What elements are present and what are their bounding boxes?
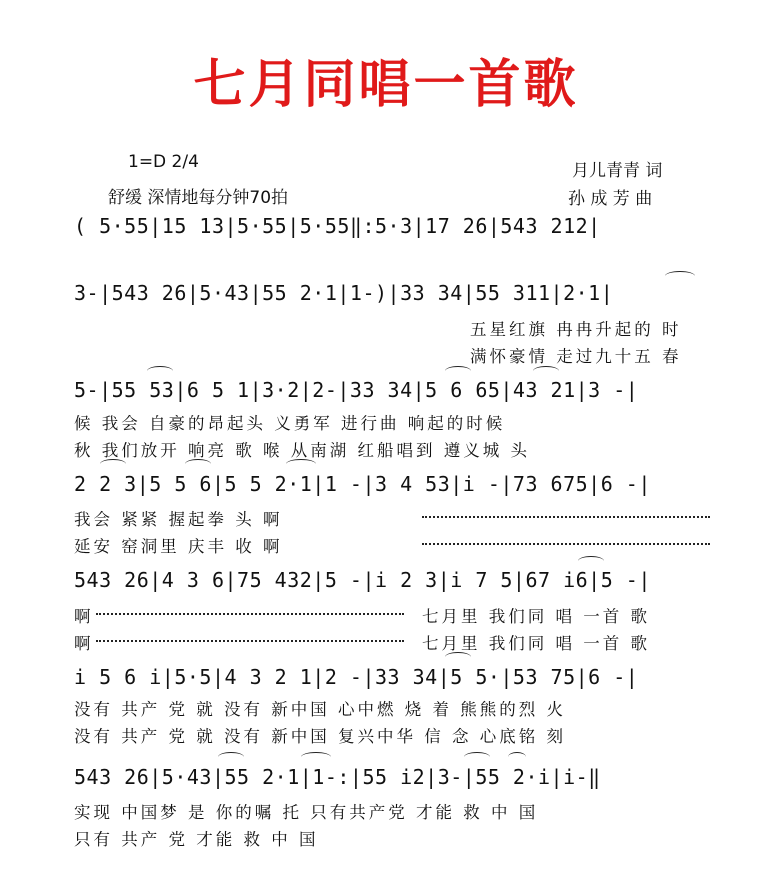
tie-mark (286, 459, 316, 469)
notation-row: 3-|543 26|5·43|55 2·1|1-)|33 34|55 311|2·1| (74, 281, 614, 305)
tie-mark (533, 366, 559, 376)
lyric-line: 啊 (74, 607, 94, 626)
tie-mark (665, 271, 695, 281)
lyric-line: 没有 共产 党 就 没有 新中国 心中燃 烧 着 熊熊的烈 火 (74, 700, 566, 719)
lyric-line: 满怀豪情 走过九十五 春 (470, 347, 682, 366)
song-title: 七月同唱一首歌 (193, 55, 579, 115)
fermata-mark (508, 752, 526, 762)
tie-mark (100, 459, 126, 469)
tie-mark (218, 752, 244, 762)
tie-mark (147, 366, 173, 376)
lyric-extension-line (96, 613, 404, 615)
lyric-line: 秋 我们放开 响亮 歌 喉 从南湖 红船唱到 遵义城 头 (74, 441, 530, 460)
notation-row: 5-|55 53|6 5 1|3·2|2-|33 34|5 6 65|43 21|3 -| (74, 378, 639, 402)
notation-row: ( 5·55|15 13|5·55|5·55‖:5·3|17 26|543 212| (74, 214, 601, 238)
lyric-line: 只有 共产 党 才能 救 中 国 (74, 830, 319, 849)
lyric-line: 候 我会 自豪的昂起头 义勇军 进行曲 响起的时候 (74, 414, 506, 433)
lyric-line: 实现 中国梦 是 你的嘱 托 只有共产党 才能 救 中 国 (74, 803, 539, 822)
lyric-line: 延安 窑洞里 庆丰 收 啊 (74, 537, 283, 556)
key-signature: 1=D 2/4 (128, 152, 199, 172)
tempo-marking: 舒缓 深情地每分钟70拍 (108, 188, 289, 208)
tie-mark (301, 752, 331, 762)
tie-mark (185, 459, 211, 469)
lyric-line: 啊 (74, 634, 94, 653)
lyric-line: 七月里 我们同 唱 一首 歌 (422, 634, 650, 653)
lyric-line: 没有 共产 党 就 没有 新中国 复兴中华 信 念 心底铭 刻 (74, 727, 566, 746)
lyricist-credit: 月儿青青 词 (572, 161, 663, 181)
notation-row: 543 26|4 3 6|75 432|5 -|i 2 3|i 7 5|67 i6|5 -| (74, 568, 651, 592)
tie-mark (578, 556, 604, 566)
notation-row: i 5 6 i|5·5|4 3 2 1|2 -|33 34|5 5·|53 75|6 -| (74, 665, 639, 689)
lyric-line: 七月里 我们同 唱 一首 歌 (422, 607, 650, 626)
lyric-extension-line (96, 640, 404, 642)
tie-mark (445, 652, 471, 662)
lyric-line: 我会 紧紧 握起拳 头 啊 (74, 510, 283, 529)
notation-row: 2 2 3|5 5 6|5 5 2·1|1 -|3 4 53|i -|73 675|6 -| (74, 472, 651, 496)
notation-row: 543 26|5·43|55 2·1|1-:|55 i2|3-|55 2·i|i-‖ (74, 765, 601, 789)
tie-mark (464, 752, 490, 762)
lyric-extension-line (422, 543, 710, 545)
composer-credit: 孙 成 芳 曲 (568, 189, 653, 209)
lyric-extension-line (422, 516, 710, 518)
tie-mark (445, 366, 471, 376)
lyric-line: 五星红旗 冉冉升起的 时 (470, 320, 682, 339)
